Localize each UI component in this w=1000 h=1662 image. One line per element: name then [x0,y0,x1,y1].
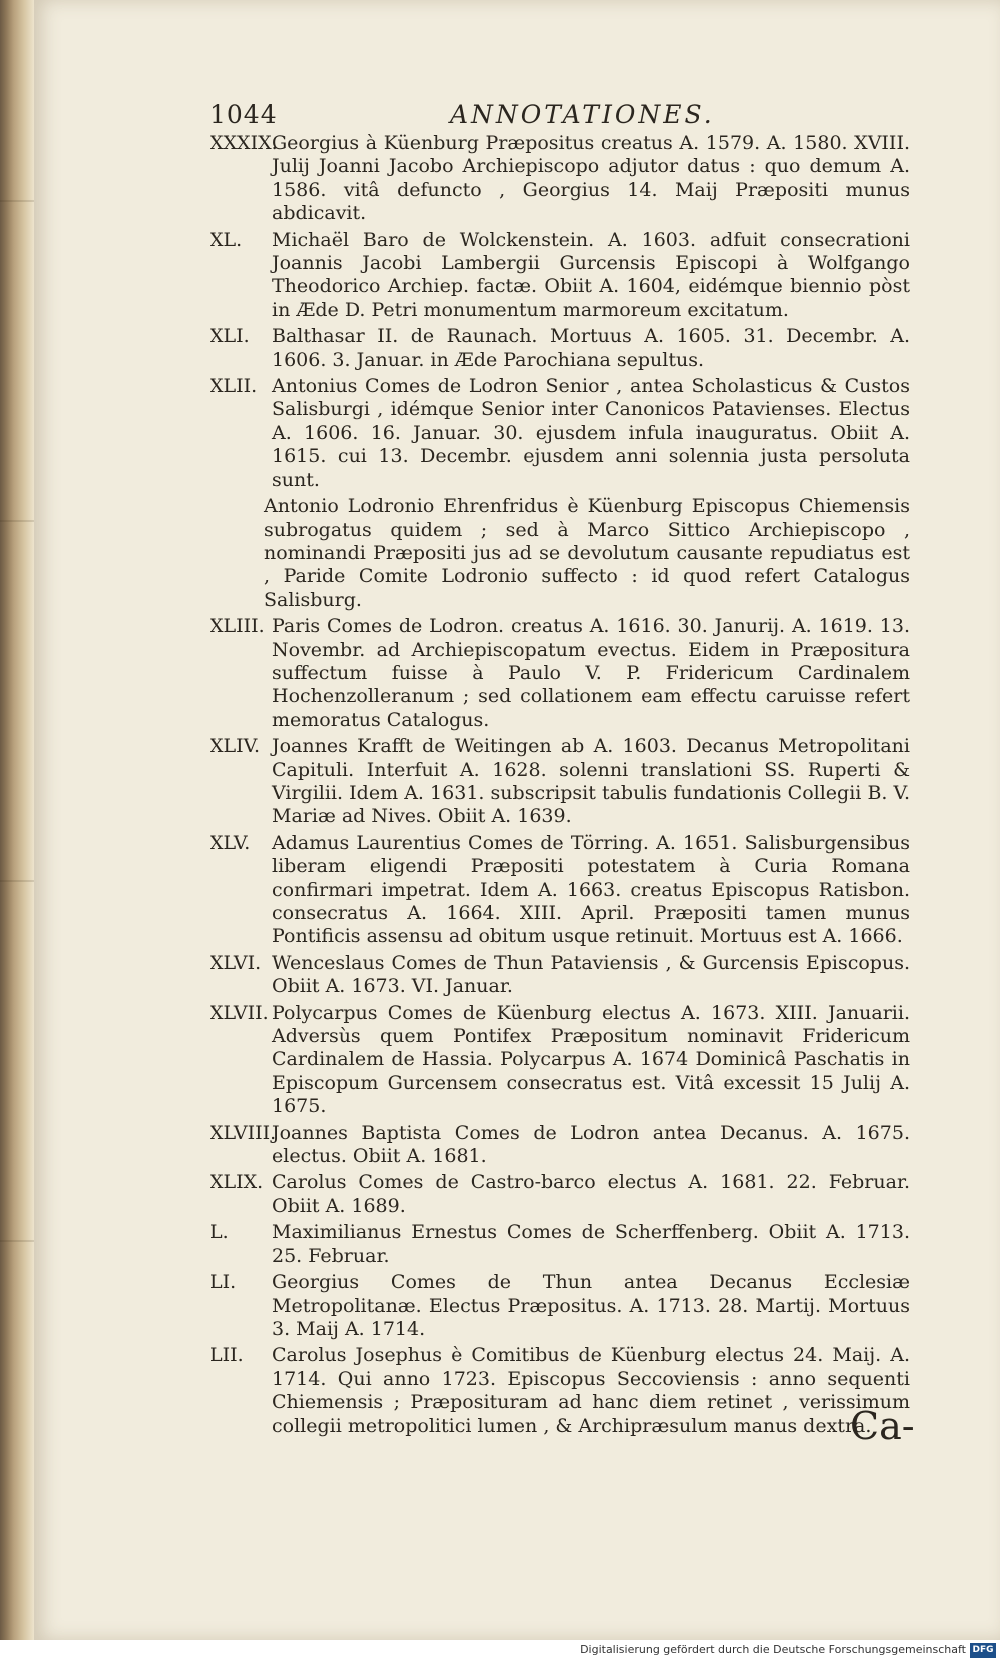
entry-text: Polycarpus Comes de Küenburg electus A. 1673. XIII. Januarii. Adversùs quem Pontifex Præpositum nominavit Fridericum Cardinalem de Hassia. Polycarpus A. 1674 Dominicâ Paschatis in Episcopum Gurcensem consecratus est. Vitâ excessit 15 Julij A. 1675. [272,1001,910,1118]
annotation-list [210,132,910,1441]
list-item [210,1344,910,1438]
entry-text: Balthasar II. de Raunach. Mortuus A. 1605. 31. Decembr. A. 1606. 3. Januar. in Æde Parochiana sepultus. [272,325,910,371]
footer-credit: Digitalisierung gefördert durch die Deutsche Forschungsgemeinschaft [580,1643,966,1656]
list-item [210,1002,910,1119]
list-item [210,132,910,226]
entry-numeral: XLV. [210,831,251,854]
entry-numeral: XL. [210,228,243,251]
catchword: Ca- [850,1404,915,1448]
entry-note [210,495,910,612]
entry-text: Michaël Baro de Wolckenstein. A. 1603. adfuit consecrationi Joannis Jacobi Lambergii Gurcensis Episcopi à Wolfgango Theodorico Archiep. factæ. Obiit A. 1604, eidémque biennio pòst in Æde D. Petri monumentum marmoreum excitatum. [272,228,910,321]
entry-numeral: XLIII. [210,615,265,638]
list-item [210,325,910,372]
page-header [210,100,910,136]
entry-text: Adamus Laurentius Comes de Törring. A. 1651. Salisburgensibus liberam eligendi Præpositi potestatem à Curia Romana confirmari impetrat. Idem A. 1663. creatus Episcopus Ratisbon. consecratus A. 1664. XIII. April. Præpositi tamen munus Pontificis assensu ad obitum usque retinuit. Mortuus est A. 1666. [272,831,910,948]
footer-bar [0,1640,1000,1662]
list-item [210,952,910,999]
entry-text: Paris Comes de Lodron. creatus A. 1616. 30. Janurij. A. 1619. 13. Novembr. ad Archiepiscopatum evectus. Eidem in Præpositura suffectum fuisse à Paulo V. P. Fridericum Cardinalem Hochenzolleranum ; sed collationem eam effectu caruisse refert memoratus Catalogus. [272,615,910,731]
entry-numeral: XLII. [210,375,258,398]
entry-text: Joannes Krafft de Weitingen ab A. 1603. Decanus Metropolitani Capituli. Interfuit A. 1628. solenni translationi SS. Ruperti & Virgilii. Idem A. 1631. subscripsit tabulis fundationis Collegii B. V. Mariæ ad Nives. Obiit A. 1639. [272,735,910,828]
entry-numeral: XLVIII. [210,1121,277,1144]
list-item [210,832,910,949]
entry-numeral: XLVII. [210,1001,269,1024]
page-number: 1044 [210,100,278,129]
list-item [210,1271,910,1341]
list-item [210,1171,910,1218]
list-item [210,375,910,492]
entry-numeral: LI. [210,1271,237,1294]
entry-text: Georgius à Küenburg Præpositus creatus A. 1579. A. 1580. XVIII. Julij Joanni Jacobo Archiepiscopo adjutor datus : quo demum A. 1586. vitâ defunctο , Georgius 14. Maij Præpositi munus abdicavit. [272,132,910,225]
entry-text: Georgius Comes de Thun antea Decanus Ecclesiæ Metropolitanæ. Electus Præpositus. A. 1713. 28. Martij. Mortuus 3. Maij A. 1714. [272,1271,910,1340]
running-title: ANNOTATIONES. [450,100,715,129]
entry-text: Wenceslaus Comes de Thun Pataviensis , & Gurcensis Episcopus. Obiit A. 1673. VI. Januar. [272,951,910,998]
dfg-logo: DFG [970,1643,996,1658]
entry-text: Joannes Baptista Comes de Lodron antea Decanus. A. 1675. electus. Obiit A. 1681. [272,1121,910,1168]
entry-numeral: XLIX. [210,1171,264,1194]
list-item [210,229,910,323]
entry-text: Antonius Comes de Lodron Senior , antea Scholasticus & Custos Salisburgi , idémque Senior inter Canonicos Patavienses. Electus A. 1606. 16. Januar. 30. ejusdem infula inauguratus. Obiit A. 1615. cui 13. Decembr. ejusdem anni solennia justa persoluta sunt. [272,375,910,491]
entry-numeral: XXXIX. [210,132,278,154]
entry-text: Carolus Comes de Castro-barco electus A. 1681. 22. Februar. Obiit A. 1689. [272,1171,910,1217]
entry-numeral: XLVI. [210,951,262,974]
list-item [210,615,910,732]
list-item [210,1122,910,1169]
list-item [210,1221,910,1268]
entry-numeral: LII. [210,1344,244,1367]
book-spine [0,0,34,1662]
entry-note-text: Antonio Lodronio Ehrenfridus è Küenburg Episcopus Chiemensis subrogatus quidem ; sed à Marco Sittico Archiepiscopo , nominandi Præpositi jus ad se devolutum causante repudiatus est , Paride Comite Lodronio suffecto : id quod refert Catalogus Salisburg. [264,495,910,611]
entry-numeral: L. [210,1221,229,1244]
list-item [210,735,910,829]
entry-numeral: XLIV. [210,735,261,758]
entry-numeral: XLI. [210,325,250,348]
entry-text: Carolus Josephus è Comitibus de Küenburg electus 24. Maij. A. 1714. Qui anno 1723. Episcopus Seccoviensis : anno sequenti Chiemensis ; Præposituram ad hanc diem retinet , verissimum collegii metropolitici lumen , & Archipræsulum manus dextra. [272,1344,910,1437]
entry-text: Maximilianus Ernestus Comes de Scherffenberg. Obiit A. 1713. 25. Februar. [272,1221,910,1267]
